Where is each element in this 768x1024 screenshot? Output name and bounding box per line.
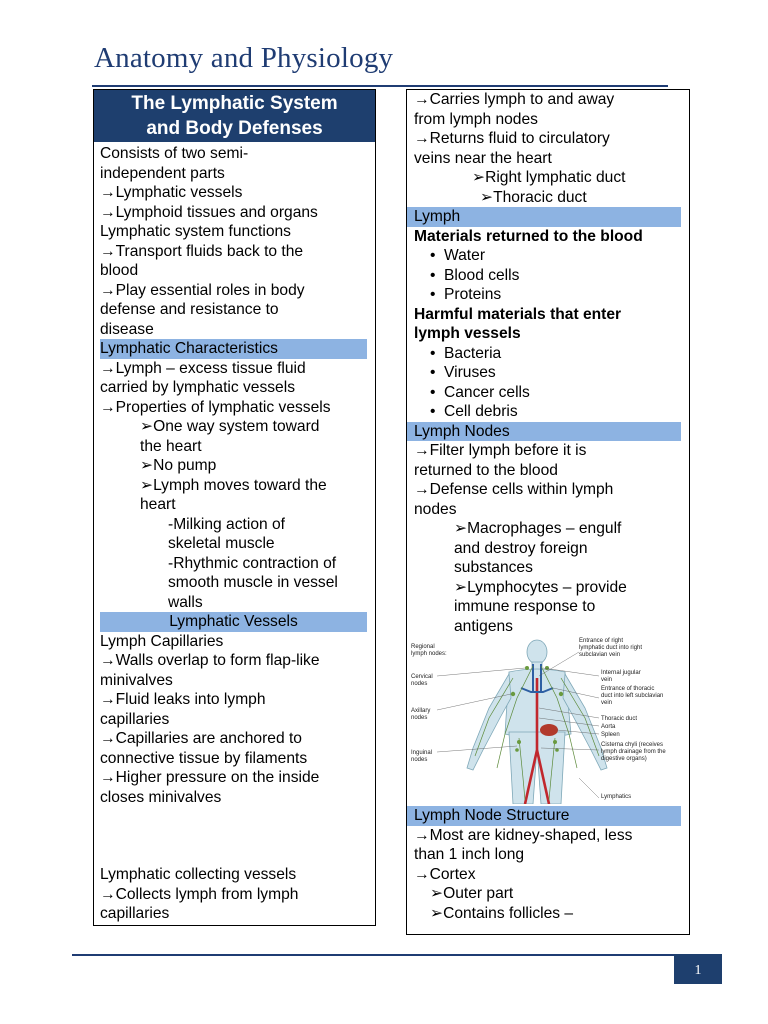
sub-bullet: ➢One way system toward [140, 418, 320, 435]
detail-line: walls [168, 593, 203, 611]
text-line: →Properties of lymphatic vessels [100, 398, 331, 416]
bullet-dot: • [430, 383, 436, 401]
figure-label: Axillary nodes [411, 708, 431, 721]
sub-bullet: ➢Thoracic duct [480, 188, 587, 206]
text-line: →Returns fluid to circulatory [414, 130, 610, 147]
text-line: →Most are kidney-shaped, less [414, 826, 633, 844]
figure-label: Aorta [601, 724, 616, 730]
bold-heading: Harmful materials that enter [414, 305, 622, 323]
right-text-lower [407, 806, 689, 923]
bullet-text: Cell debris [444, 403, 518, 420]
text-line: →Walls overlap to form flap-like [100, 652, 320, 669]
bullet-text: Water [444, 247, 486, 264]
detail-line: skeletal muscle [168, 535, 275, 552]
bullet-text: Blood cells [444, 266, 520, 284]
text-line: independent parts [100, 164, 225, 182]
subheading-lymph-node-structure: Lymph Node Structure [407, 806, 681, 826]
bullet-item [414, 383, 689, 403]
text-line: closes minivalves [100, 788, 222, 806]
sub-bullet-cont: and destroy foreign [454, 539, 588, 557]
text-line: →Play essential roles in body [100, 281, 305, 299]
subheading-lymph: Lymph [407, 207, 681, 227]
text-line: →Higher pressure on the inside [100, 769, 320, 786]
text-line: →Capillaries are anchored to [100, 730, 302, 747]
section-header-line: and Body Defenses [146, 118, 323, 139]
bullet-text: Cancer cells [444, 383, 530, 401]
sub-bullet: ➢Right lymphatic duct [472, 169, 626, 186]
text-line: from lymph nodes [414, 110, 538, 128]
text-line: →Transport fluids back to the [100, 242, 304, 260]
figure-label: Regional lymph nodes: [411, 644, 447, 657]
sub-bullet: ➢No pump [140, 457, 217, 474]
right-column [406, 89, 690, 935]
bullet-item [414, 266, 689, 286]
sub-bullet-cont: heart [140, 496, 176, 513]
text-line: nodes [414, 500, 457, 518]
text-line: defense and resistance to [100, 301, 279, 318]
text-line: →Lymphoid tissues and organs [100, 203, 318, 221]
text-line: capillaries [100, 710, 170, 728]
text-line: →Lymph – excess tissue fluid [100, 359, 306, 377]
text-line: →Carries lymph to and away [414, 91, 615, 108]
text-line: Lymph Capillaries [100, 632, 224, 650]
bullet-text: Viruses [444, 364, 496, 381]
detail-line: -Milking action of [168, 515, 285, 533]
sub-bullet-cont: the heart [140, 437, 202, 455]
footer-rule [72, 954, 722, 956]
text-line: Lymphatic collecting vessels [100, 866, 297, 883]
bullet-item [414, 363, 689, 383]
figure-label: Entrance of right lymphatic duct into right subclavian vein [579, 638, 643, 658]
figure-label: Internal jugular vein [601, 670, 641, 683]
bullet-item [414, 402, 689, 422]
bullet-dot: • [430, 403, 436, 420]
text-line: →Lymphatic vessels [100, 184, 243, 201]
sub-bullet-cont: antigens [454, 617, 513, 635]
detail-line: -Rhythmic contraction of [168, 554, 337, 572]
figure-label: Inguinal nodes [411, 750, 433, 763]
bullet-item [414, 344, 689, 364]
bullet-dot: • [430, 286, 436, 303]
figure-label: Cisterna chyli (receives lymph drainage from the digestive organs) [601, 742, 666, 762]
blank-space [100, 807, 375, 865]
bullet-item [414, 285, 689, 305]
detail-line: smooth muscle in vessel [168, 574, 338, 591]
text-line: minivalves [100, 671, 173, 689]
text-line: carried by lymphatic vessels [100, 379, 295, 396]
text-line: disease [100, 320, 154, 338]
text-line: blood [100, 262, 139, 279]
sub-bullet: ➢Outer part [430, 885, 514, 902]
title-rule [92, 85, 668, 87]
sub-bullet-cont: immune response to [454, 598, 596, 615]
figure-label: Thoracic duct [601, 716, 638, 722]
text-line: Consists of two semi- [100, 145, 249, 162]
bullet-dot: • [430, 364, 436, 381]
text-line: veins near the heart [414, 149, 552, 167]
sub-bullet: ➢Macrophages – engulf [454, 520, 622, 537]
text-line: capillaries [100, 905, 170, 922]
right-text [407, 90, 689, 636]
bullet-text: Proteins [444, 286, 502, 303]
bullet-item [414, 246, 689, 266]
bold-heading: Materials returned to the blood [414, 227, 643, 245]
text-line: Lymphatic system functions [100, 223, 291, 240]
text-line: →Fluid leaks into lymph [100, 691, 266, 708]
subheading-lymphatic-vessels: Lymphatic Vessels [100, 612, 367, 632]
document-title: Anatomy and Physiology [94, 42, 394, 74]
section-header-line: The Lymphatic System [131, 93, 338, 114]
figure-label: Spleen [601, 732, 620, 738]
text-line: than 1 inch long [414, 846, 525, 863]
bullet-dot: • [430, 344, 436, 362]
text-line: →Filter lymph before it is [414, 442, 587, 459]
sub-bullet-cont: substances [454, 559, 533, 576]
section-header [94, 90, 375, 142]
page-number: 1 [674, 954, 722, 984]
subheading-lymphatic-characteristics: Lymphatic Characteristics [100, 339, 367, 359]
figure-label: Cervical nodes [411, 674, 433, 687]
text-line: connective tissue by filaments [100, 749, 308, 767]
lymphatic-system-figure [409, 638, 671, 804]
bullet-dot: • [430, 247, 436, 264]
bullet-dot: • [430, 266, 436, 284]
bold-heading: lymph vessels [414, 325, 521, 342]
sub-bullet: ➢Contains follicles – [430, 904, 574, 922]
text-line: returned to the blood [414, 461, 558, 479]
left-text [94, 142, 375, 924]
text-line: →Cortex [414, 865, 476, 883]
bullet-text: Bacteria [444, 344, 502, 362]
left-column [93, 89, 376, 926]
figure-label: Lymphatics [601, 794, 632, 800]
subheading-lymph-nodes: Lymph Nodes [407, 422, 681, 442]
text-line: →Collects lymph from lymph [100, 885, 299, 903]
figure-label: Entrance of thoracic duct into left subclavian vein [601, 686, 664, 706]
sub-bullet: ➢Lymph moves toward the [140, 476, 327, 494]
text-line: →Defense cells within lymph [414, 481, 614, 498]
sub-bullet: ➢Lymphocytes – provide [454, 578, 627, 596]
